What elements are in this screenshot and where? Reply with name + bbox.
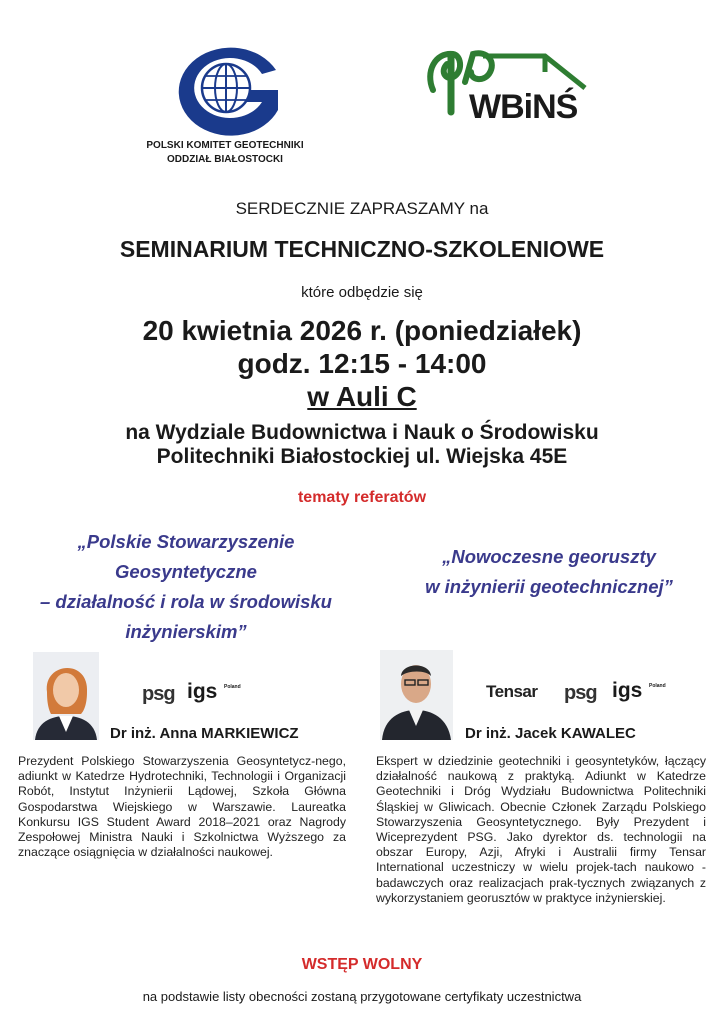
speaker-portrait-icon bbox=[380, 650, 453, 740]
invitation-text: SERDECZNIE ZAPRASZAMY na bbox=[235, 199, 489, 218]
pkg-caption-line1: POLSKI KOMITET GEOTECHNIKI bbox=[146, 140, 304, 151]
seminar-title: SEMINARIUM TECHNICZNO-SZKOLENIOWE bbox=[119, 236, 605, 262]
event-room: w Auli C bbox=[307, 381, 417, 412]
pkg-caption bbox=[140, 139, 310, 167]
psg-logo: psg bbox=[564, 682, 597, 704]
speaker-name-markiewicz: Dr inż. Anna MARKIEWICZ bbox=[110, 725, 299, 742]
speaker-portrait-icon bbox=[33, 652, 99, 740]
event-time: godz. 12:15 - 14:00 bbox=[237, 348, 487, 379]
speaker-bio-markiewicz: Prezydent Polskiego Stowarzyszenia Geosyntetycz-nego, adiunkt w Katedrze Hydrotechniki, Technologii i Organizacji Robót, Instytut Inżynierii Lądowej, Szkoła Główna Gospodarstwa Wiejskiego w Warszawie. Laureatka Konkursu IGS Student Award 2018–2021 oraz Nagrody Zespołowej Ministra Nauki i Szkolnictwa Wyższego za znaczące osiągnięcia w działalności naukowej. bbox=[18, 754, 346, 860]
free-entry: WSTĘP WOLNY bbox=[301, 956, 423, 973]
topic-left-line: – działalność i rola w środowisku bbox=[40, 591, 332, 612]
event-place-line1: na Wydziale Budownictwa i Nauk o Środowisku bbox=[125, 421, 599, 444]
igs-logo-sub: Poland bbox=[649, 683, 666, 689]
psg-logo: psg bbox=[142, 683, 175, 705]
event-datetime bbox=[0, 314, 724, 413]
event-intro: które odbędzie się bbox=[301, 284, 423, 301]
igs-logo-sub: Poland bbox=[224, 684, 241, 690]
topic-right-line: „Nowoczesne georuszty bbox=[442, 546, 656, 567]
certificates-note: na podstawie listy obecności zostaną przygotowane certyfikaty uczestnictwa bbox=[142, 989, 582, 1004]
event-date: 20 kwietnia 2026 r. (poniedziałek) bbox=[142, 315, 582, 346]
speaker-bio-kawalec: Ekspert w dziedzinie geotechniki i geosyntetyków, łączący działalność naukową z praktyką. Adiunkt w Katedrze Geotechniki i Dróg Wydziału Budownictwa Politechniki Śląskiej w Gliwicach. Obecnie Członek Zarządu Polskiego Stowarzyszenia Geosyntetycznego. Były Prezydent i Wiceprezydent PSG. Jako dyrektor ds. technologii na obszar Europy, Azji, Afryki i Australii firmy Tensar International uczestniczy w wielu projek-tach naukowo - badawczych oraz realizacjach prak-tycznych związanych z wykorzystaniem georusztów w praktyce inżynierskiej. bbox=[376, 754, 706, 905]
event-place bbox=[0, 421, 724, 469]
speaker-photo-markiewicz bbox=[33, 652, 99, 740]
wbins-logo bbox=[425, 42, 605, 132]
topic-left-line: inżynierskim” bbox=[125, 621, 247, 642]
igs-logo: igs bbox=[187, 680, 218, 703]
igs-logo: igs bbox=[612, 679, 643, 702]
pkg-globe-logo bbox=[158, 40, 298, 136]
event-place-line2: Politechniki Białostockiej ul. Wiejska 45E bbox=[156, 445, 568, 468]
topic-right-line: w inżynierii geotechnicznej” bbox=[425, 576, 673, 597]
topic-left-line: „Polskie Stowarzyszenie bbox=[77, 531, 295, 552]
topic-left-line: Geosyntetyczne bbox=[115, 561, 257, 582]
tensar-logo: Tensar bbox=[486, 682, 538, 701]
topics-heading: tematy referatów bbox=[297, 489, 427, 506]
pkg-caption-line2: ODDZIAŁ BIAŁOSTOCKI bbox=[167, 154, 283, 165]
topic-right bbox=[390, 542, 708, 602]
speaker-name-kawalec: Dr inż. Jacek KAWALEC bbox=[465, 725, 636, 742]
speaker-photo-kawalec bbox=[380, 650, 453, 740]
topic-left bbox=[6, 527, 366, 647]
wbins-logo-text: WBiNŚ bbox=[469, 88, 578, 126]
